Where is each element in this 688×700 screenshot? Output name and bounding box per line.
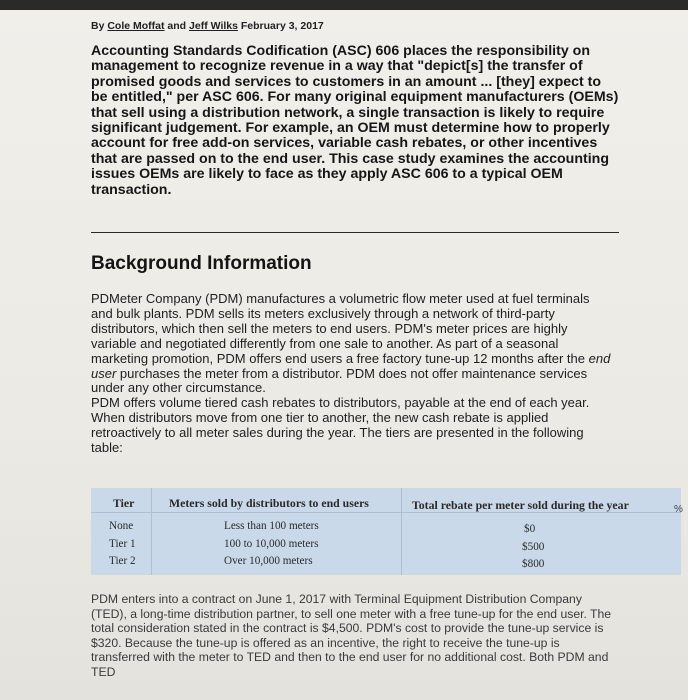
table-header-meters: Meters sold by distributors to end users [169, 496, 369, 510]
background-text-part2: purchases the meter from a distributor. PDM does not offer maintenance services under any other circumstance. [91, 365, 588, 396]
background-paragraph-2: PDM offers volume tiered cash rebates to distributors, payable at the end of each year. When distributors move from one tier to another, the new cash rebate is applied retroactively to all meter sales during the year. The tiers are presented in the following table: [91, 395, 590, 456]
table-cell: Tier 2 [109, 555, 136, 567]
section-divider [91, 232, 619, 233]
author-link-2[interactable]: Jeff Wilks [189, 20, 238, 32]
byline-and: and [164, 20, 190, 32]
contract-paragraph: PDM enters into a contract on June 1, 2017 with Terminal Equipment Distribution Company (TED), a long-time distribution partner, to sell one meter with a free tune-up for the end user. The total consideration stated in the contract is $4,500. PDM's cost to provide the tune-up service is $320. Because the tune-up is offered as an incentive, the right to receive the tune-up is transferred with the meter to TED and then to the end user for no additional cost. Both PDM and TED [91, 592, 612, 679]
table-cell: $500 [522, 541, 545, 553]
table-cell: Tier 1 [109, 538, 136, 550]
table-header-tier: Tier [113, 496, 135, 510]
rebate-tier-table [91, 488, 681, 575]
byline-prefix: By [91, 20, 108, 32]
table-edge-text: % [674, 504, 683, 515]
table-cell: Less than 100 meters [224, 520, 319, 532]
background-paragraph-1 [91, 292, 613, 396]
author-link-1[interactable]: Cole Moffat [107, 20, 165, 32]
byline [91, 20, 324, 32]
background-text-part1: PDMeter Company (PDM) manufactures a volumetric flow meter used at fuel terminals and bulk plants. PDM sells its meters exclusively through a network of third-party distributors, which then sell the meters to end users. PDM's meter prices are highly variable and negotiated differently from one sale to another. As part of a seasonal marketing promotion, PDM offers end users a free factory tune-up 12 months after the [91, 291, 590, 366]
section-heading: Background Information [91, 253, 312, 274]
table-column-divider [401, 488, 402, 575]
table-cell: $800 [522, 558, 545, 570]
table-cell: $0 [524, 523, 536, 535]
table-cell: None [109, 520, 134, 532]
table-column-divider [151, 488, 152, 575]
background-emphasis: end user [91, 350, 611, 381]
table-cell: 100 to 10,000 meters [224, 538, 319, 550]
top-edge-bar [0, 0, 688, 10]
intro-paragraph: Accounting Standards Codification (ASC) 606 places the responsibility on management to recognize revenue in a way that "depict[s] the transfer of promised goods and services to customers in an amount ... [they] expect to be entitled," per ASC 606. For many original equipment manufacturers (OEMs) that sell using a distribution network, a single transaction is likely to require significant judgement. For example, an OEM must determine how to properly account for free add-on services, variable cash rebates, or other incentives that are passed on to the end user. This case study examines the accounting issues OEMs are likely to face as they apply ASC 606 to a typical OEM transaction. [91, 43, 619, 198]
table-header-rebate: Total rebate per meter sold during the year [412, 498, 629, 512]
background-text [91, 292, 613, 456]
byline-date: February 3, 2017 [237, 20, 324, 32]
table-cell: Over 10,000 meters [224, 555, 313, 567]
